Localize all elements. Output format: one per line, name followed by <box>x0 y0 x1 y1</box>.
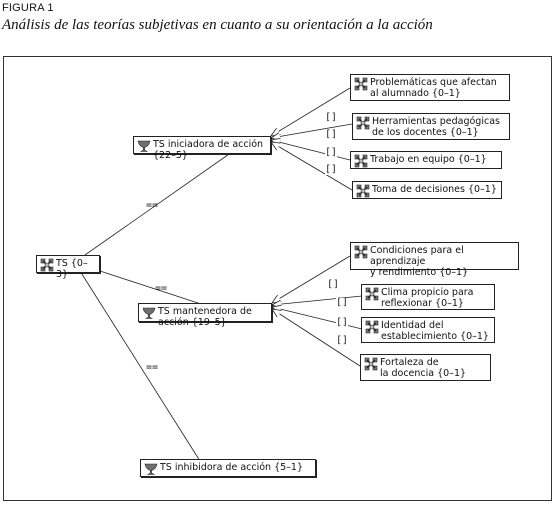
edge-root-mantenedora <box>100 271 201 304</box>
edge-label-bracket: [] <box>336 335 349 346</box>
network-icon <box>354 245 368 259</box>
trophy-icon <box>144 462 158 476</box>
node-root[interactable] <box>36 255 100 280</box>
network-icon <box>365 320 379 334</box>
node-label: TS mantenedora de acción {19–5} <box>158 306 252 328</box>
figure-title: Análisis de las teorías subjetivas en cuanto a su orientación a la acción <box>2 17 433 33</box>
node-problematicas[interactable] <box>350 74 510 101</box>
edge-problematicas <box>271 88 350 136</box>
edge-label-bracket: [] <box>325 147 338 158</box>
edge-label-bracket: [] <box>336 317 349 328</box>
node-fortaleza[interactable] <box>360 354 491 381</box>
edge-label-equals: == <box>146 200 159 211</box>
node-toma[interactable] <box>352 181 502 199</box>
node-trabajo[interactable] <box>350 151 502 169</box>
node-label: Condiciones para el aprendizaje y rendimiento {0–1} <box>370 245 469 278</box>
figure-label: FIGURA 1 <box>2 2 54 14</box>
node-label: TS inhibidora de acción {5–1} <box>160 462 304 473</box>
network-icon <box>364 357 378 371</box>
node-condiciones[interactable] <box>350 242 519 278</box>
edge-label-bracket: [] <box>325 129 338 140</box>
node-identidad[interactable] <box>361 317 495 343</box>
trophy-icon <box>137 139 151 153</box>
node-label: Trabajo en equipo {0–1} <box>370 154 487 165</box>
edge-clima <box>272 296 362 305</box>
edge-root-inhibidora <box>80 271 200 461</box>
network-icon <box>40 258 54 272</box>
edge-label-bracket: [] <box>325 164 338 175</box>
edge-trabajo <box>271 140 350 160</box>
node-label: Toma de decisiones {0–1} <box>372 184 497 195</box>
network-icon <box>356 116 370 130</box>
network-icon <box>354 154 368 168</box>
node-label: Fortaleza de la docencia {0–1} <box>380 357 467 379</box>
node-label: Identidad del establecimiento {0–1} <box>381 320 489 342</box>
edge-toma <box>271 142 352 190</box>
edge-label-equals: == <box>146 362 159 373</box>
node-label: TS {0–3} <box>56 258 88 280</box>
node-label: Problemáticas que afectan al alumnado {0–1} <box>370 77 497 99</box>
node-mantenedora[interactable] <box>138 303 272 328</box>
edge-root-iniciadora <box>85 152 232 255</box>
edge-label-bracket: [] <box>336 297 349 308</box>
edge-label-bracket: [] <box>325 112 338 123</box>
edge-label-equals: == <box>155 283 168 294</box>
node-clima[interactable] <box>361 284 495 310</box>
network-icon <box>354 77 368 91</box>
network-icon <box>356 184 370 198</box>
node-label: Herramientas pedagógicas de los docentes {0–1} <box>372 116 500 138</box>
network-icon <box>365 287 379 301</box>
node-herramientas[interactable] <box>352 113 510 140</box>
node-label: Clima propicio para reflexionar {0–1} <box>381 287 474 309</box>
node-iniciadora[interactable] <box>133 136 271 161</box>
edge-herramientas <box>271 124 352 138</box>
node-label: TS iniciadora de acción {22–5} <box>153 139 264 161</box>
trophy-icon <box>142 306 156 320</box>
edge-label-bracket: [] <box>327 279 340 290</box>
node-inhibidora[interactable] <box>140 459 316 477</box>
